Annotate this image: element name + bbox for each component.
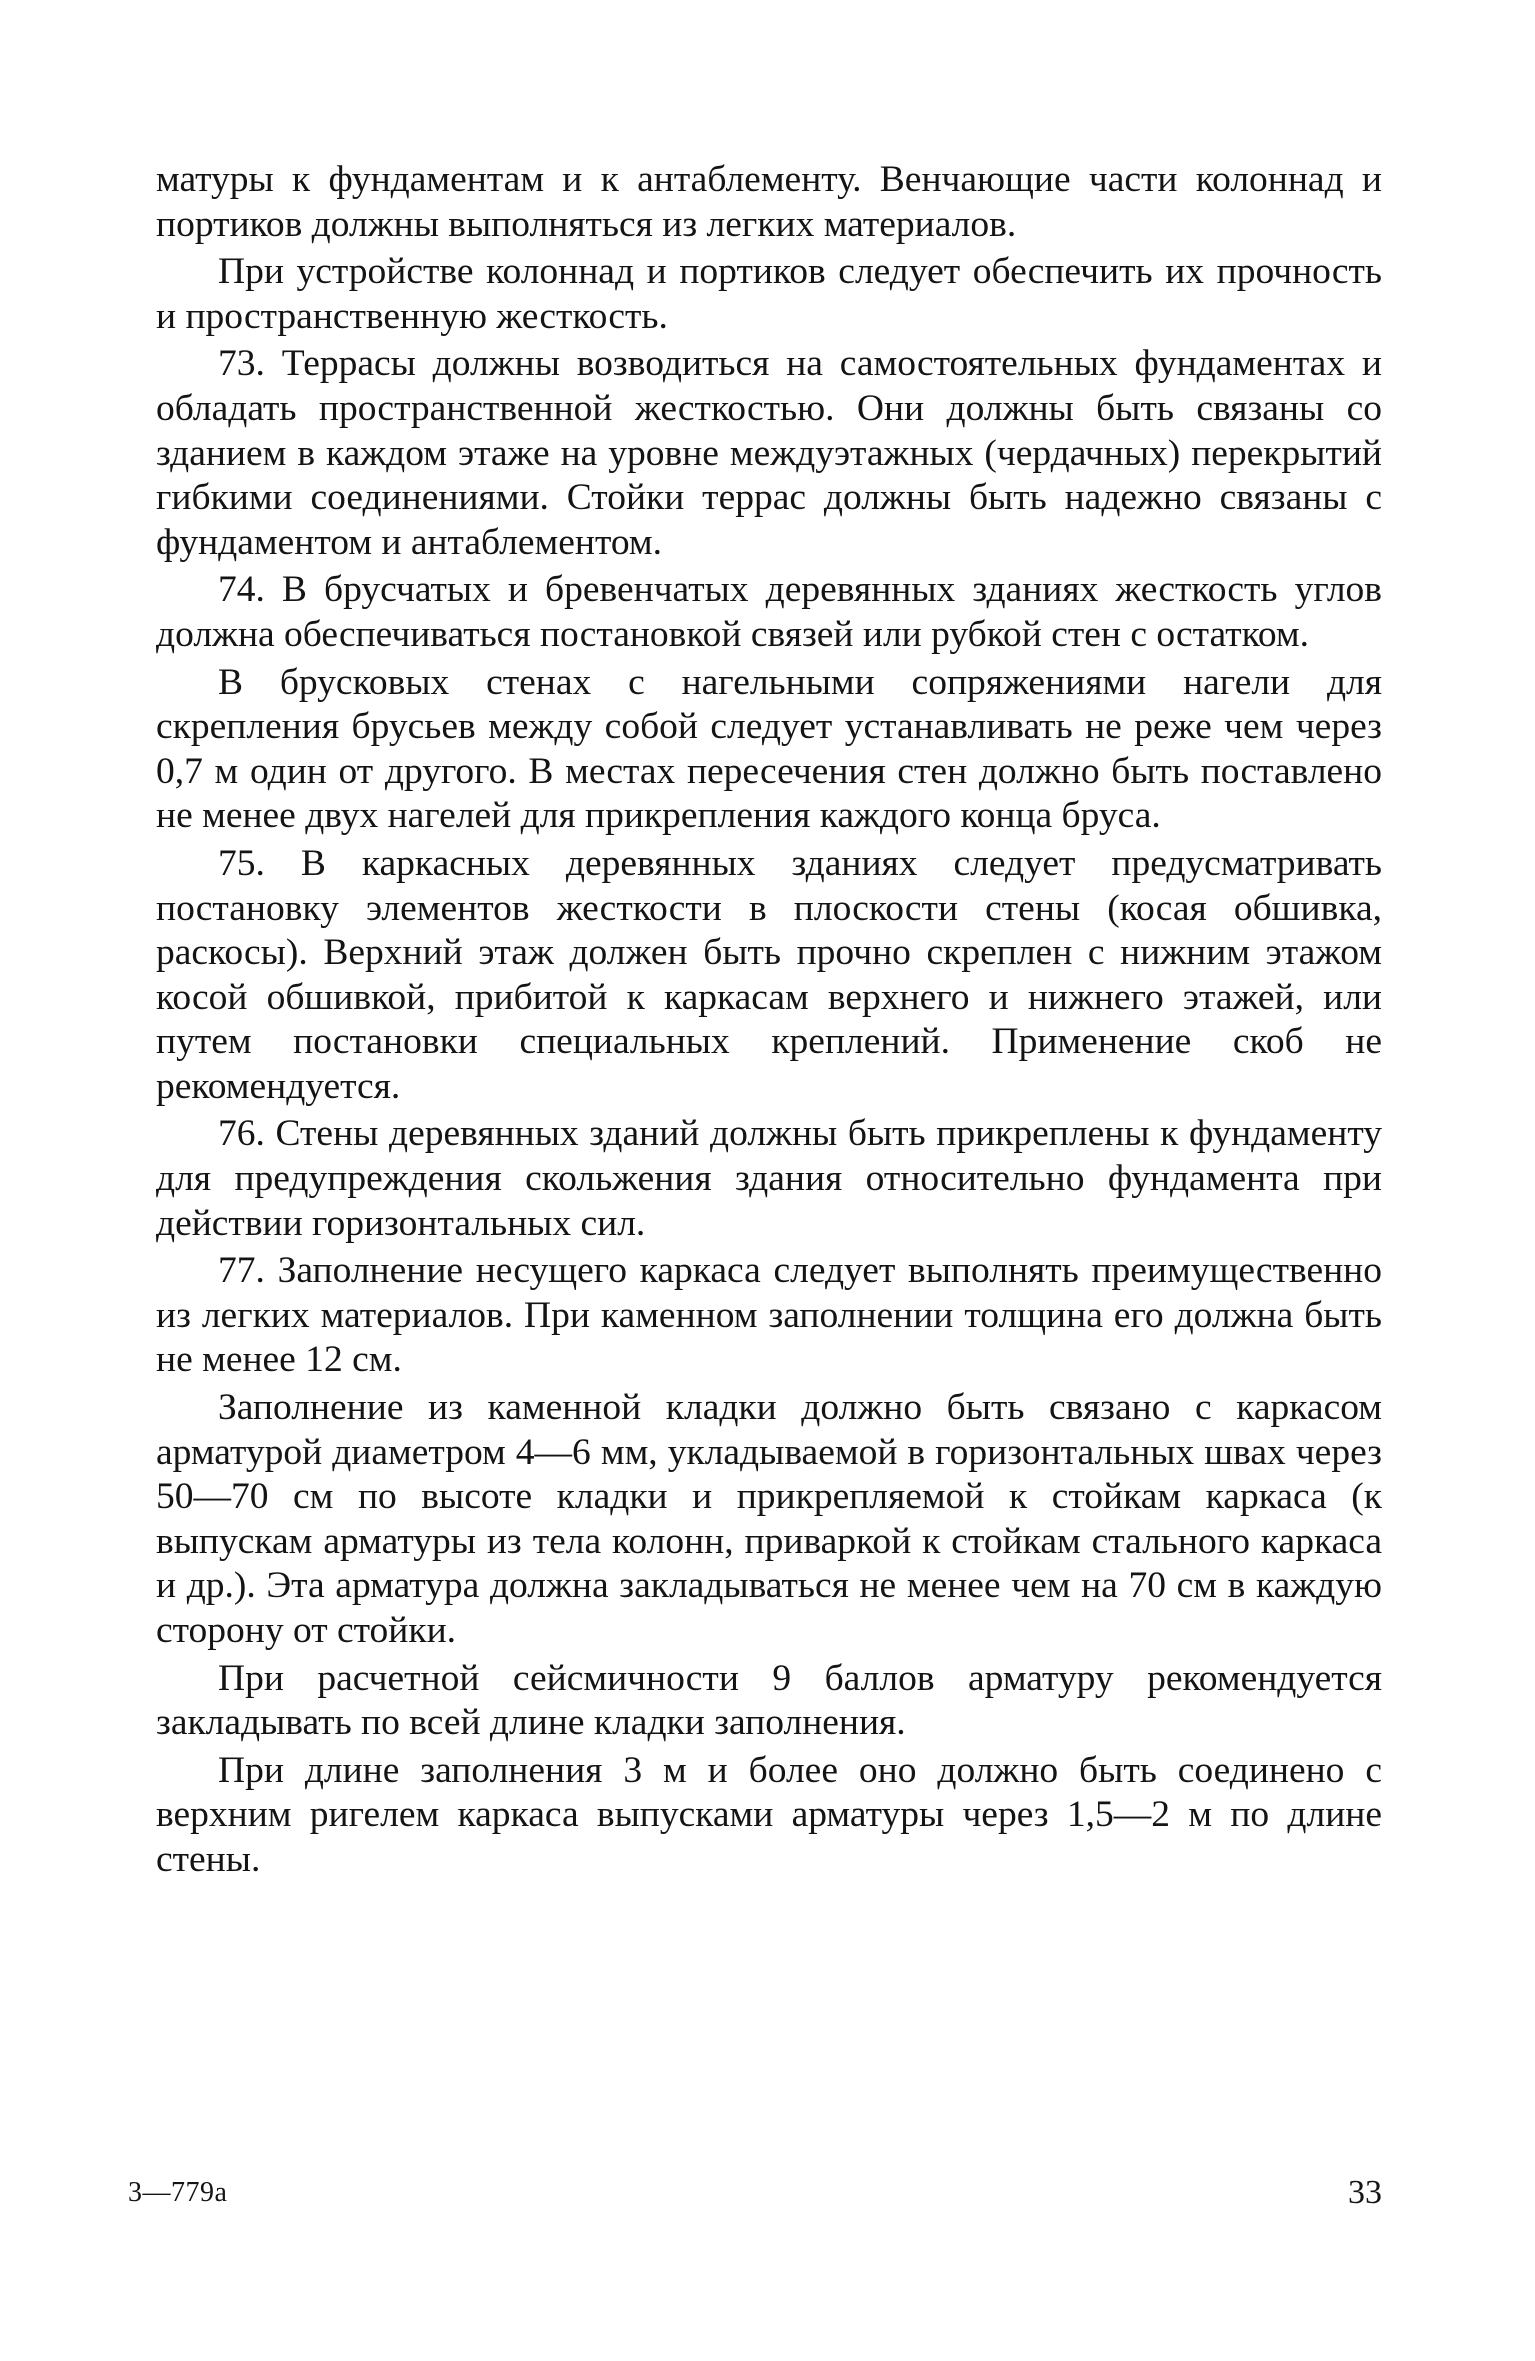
paragraph-73-terraces: 73. Террасы должны возводиться на самостоятельных фундаментах и обладать пространственной жесткостью. Они должны быть связаны со зданием в каждом этаже на уровне междуэтажных (чердачных) перекрытий гибкими соединениями. Стойки террас должны быть надежно связаны с фундаментом и антаблементом. bbox=[156, 343, 1382, 563]
paragraph-infill-length: При длине заполнения 3 м и более оно должно быть соединено с верхним ригелем каркаса выпусками арматуры через 1,5—2 м по длине стены. bbox=[156, 1749, 1382, 1880]
paragraph-seismicity-9: При расчетной сейсмичности 9 баллов арматуру рекомендуется закладывать по всей длине кладки заполнения. bbox=[156, 1657, 1382, 1744]
page-number: 33 bbox=[1348, 2174, 1382, 2211]
body-text bbox=[156, 158, 1382, 1883]
paragraph-76-wall-anchoring: 76. Стены деревянных зданий должны быть прикреплены к фундаменту для предупреждения скольжения здания относительно фундамента при действии горизонтальных сил. bbox=[156, 1113, 1382, 1244]
paragraph-masonry-reinforcement: Заполнение из каменной кладки должно быть связано с каркасом арматурой диаметром 4—6 мм, укладываемой в горизонтальных швах через 50—70 см по высоте кладки и прикрепляемой к стойкам каркаса (к выпускам арматуры из тела колонн, приваркой к стойкам стального каркаса и др.). Эта арматура должна закладываться не менее чем на 70 см в каждую сторону от стойки. bbox=[156, 1387, 1382, 1651]
paragraph-continuation: матуры к фундаментам и к антаблементу. Венчающие части колоннад и портиков должны выполняться из легких материалов. bbox=[156, 159, 1382, 245]
paragraph-77-frame-infill: 77. Заполнение несущего каркаса следует выполнять преимущественно из легких материалов. При каменном заполнении толщина его должна быть не менее 12 см. bbox=[156, 1250, 1382, 1381]
paragraph-dowels: В брусковых стенах с нагельными сопряжениями нагели для скрепления брусьев между собой следует устанавливать не реже чем через 0,7 м один от другого. В местах пересечения стен должно быть поставлено не менее двух нагелей для прикрепления каждого конца бруса. bbox=[156, 661, 1382, 837]
paragraph-74-log-buildings: 74. В брусчатых и бревенчатых деревянных зданиях жесткость углов должна обеспечиваться постановкой связей или рубкой стен с остатком. bbox=[156, 569, 1382, 655]
paragraph-colonnades: При устройстве колоннад и портиков следует обеспечить их прочность и пространственную жесткость. bbox=[156, 251, 1382, 337]
page-footer bbox=[128, 2173, 1382, 2213]
printer-signature: 3—779а bbox=[128, 2177, 228, 2208]
paragraph-75-frame-buildings: 75. В каркасных деревянных зданиях следует предусматривать постановку элементов жесткости в плоскости стены (косая обшивка, раскосы). Верхний этаж должен быть прочно скреплен с нижним этажом косой обшивкой, прибитой к каркасам верхнего и нижнего этажей, или путем постановки специальных креплений. Применение скоб не рекомендуется. bbox=[156, 842, 1382, 1107]
